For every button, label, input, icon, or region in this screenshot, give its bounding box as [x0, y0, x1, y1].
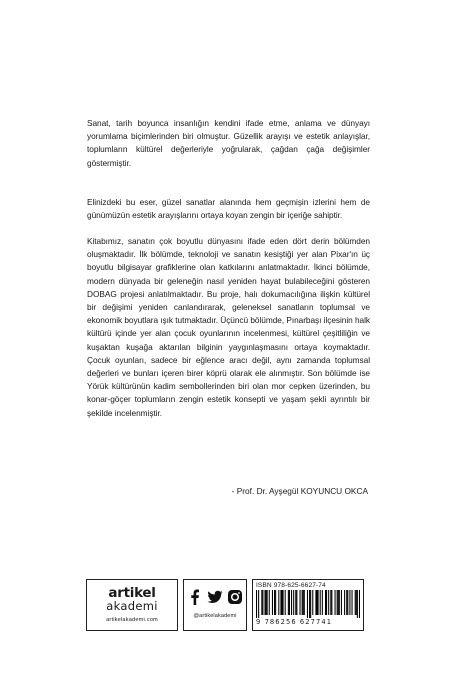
- barcode-number: 9 786256 627741: [256, 618, 333, 626]
- barcode-bar: [335, 590, 336, 615]
- social-handle: @artikelakademi: [193, 613, 237, 619]
- barcode-bar: [291, 590, 292, 615]
- barcode-bar: [275, 590, 276, 615]
- twitter-icon: [207, 589, 223, 605]
- barcode-bar: [300, 590, 301, 615]
- barcode-bar: [281, 590, 282, 615]
- barcode-bar: [331, 590, 332, 615]
- barcode-bar: [344, 590, 345, 615]
- back-cover-paragraph-3: Kitabımız, sanatın çok boyutlu dünyasını ifade eden dört derin bölümden oluşmaktadır. İlk bölümde, teknoloji ve sanatın kesiştiği yer alan Pixar'ın üç boyutlu bilgisayar grafiklerine olan katkılarını anlatmaktadır. İkinci bölümde, modern dünyada bir geleneğin nasıl yeniden hayat bulabileceğini gösteren DOBAG projesi anlatılmaktadır. Bu proje, halı dokumacılığına ilişkin kültürel bir değişimi yeniden canlandırarak, geleneksel sanatların toplumsal ve ekonomik boyutlara ışık tutmaktadır. Üçüncü bölümde, Pınarbaşı ilçesinin halk kültürü içinde yer alan çocuk oyunlarının incelenmesi, kültürel çeşitliliğin ve kuşaktan kuşağa aktarılan bilginin yaygınlaşmasını ortaya koymaktadır. Çocuk oyunları, sadece bir eğlence aracı değil, aynı zamanda toplumsal değerleri ve bunları içeren birer köprü olarak ele alınmıştır. Son bölümde ise Yörük kültürünün kadim sembollerinden biri olan mor cepken üzerinden, bu konar-göçer toplumların zengin estetik konsepti ve yaşam şekli ayrıntılı bir şekilde incelenmiştir.: [87, 236, 370, 418]
- barcode-bar: [285, 590, 286, 615]
- social-media-box: [183, 579, 247, 631]
- barcode-bar: [262, 590, 263, 615]
- barcode-bar: [302, 590, 303, 615]
- barcode-bar: [349, 590, 350, 615]
- barcode-bar: [346, 590, 347, 615]
- barcode-bar: [320, 590, 321, 615]
- barcode-bar: [339, 590, 340, 615]
- barcode-bar: [328, 590, 329, 615]
- barcode-bar: [278, 590, 279, 615]
- barcode-bar: [326, 590, 327, 615]
- publisher-logo-bottom: akademi: [106, 599, 158, 613]
- barcode-bar: [355, 590, 356, 615]
- back-cover-paragraph-2: Elinizdeki bu eser, güzel sanatlar alanında hem geçmişin izlerini hem de günümüzün estetik arayışlarını ortaya koyan zengin bir içeriğe sahiptir.: [87, 197, 370, 221]
- barcode-bar: [258, 590, 259, 618]
- barcode-bar: [256, 590, 257, 618]
- barcode-bar: [288, 590, 289, 615]
- isbn-label: ISBN 978-625-6627-74: [256, 582, 326, 589]
- barcode-bar: [283, 590, 284, 615]
- barcode-bar: [309, 590, 310, 618]
- barcode-bar: [352, 590, 353, 615]
- barcode-bar: [315, 590, 316, 615]
- publisher-url: artikelakademi.com: [106, 617, 158, 623]
- barcode-bar: [312, 590, 313, 615]
- barcode-bar: [357, 590, 358, 618]
- barcode-bar: [330, 590, 331, 615]
- author-signature: - Prof. Dr. Ayşegül KOYUNCU OKCA: [231, 486, 368, 496]
- barcode-bar: [272, 590, 273, 615]
- barcode-bar: [267, 590, 268, 615]
- barcode-bar: [316, 590, 317, 615]
- barcode-bar: [322, 590, 323, 615]
- barcode-bar: [359, 590, 360, 618]
- barcode-bar: [296, 590, 297, 615]
- barcode-bar: [356, 590, 357, 615]
- barcode-bar: [318, 590, 319, 615]
- barcode-image: [256, 590, 360, 618]
- barcode-bar: [337, 590, 338, 615]
- barcode-bar: [295, 590, 296, 615]
- barcode-bar: [310, 590, 311, 618]
- barcode-bar: [303, 590, 304, 615]
- barcode-bar: [269, 590, 270, 615]
- barcode-bar: [293, 590, 294, 615]
- isbn-barcode-box: [252, 579, 364, 631]
- barcode-bar: [325, 590, 326, 615]
- barcode-bar: [304, 590, 305, 615]
- barcode-bar: [338, 590, 339, 615]
- back-cover-paragraph-1: Sanat, tarih boyunca insanlığın kendini ifade etme, anlama ve dünyayı yorumlama biçimlerinden biri olmuştur. Güzellik arayışı ve estetik anlayışlar, toplumların kültürel değerleriyle yoğrularak, çağdan çağa değişimler göstermiştir.: [87, 118, 370, 168]
- barcode-bar: [289, 590, 290, 615]
- instagram-icon: [227, 589, 243, 605]
- barcode-bar: [307, 590, 308, 618]
- publisher-logo-top: artikel: [108, 585, 156, 601]
- barcode-bar: [264, 590, 265, 615]
- barcode-bar: [266, 590, 267, 615]
- back-cover-footer: [86, 579, 369, 631]
- barcode-bar: [274, 590, 275, 615]
- barcode-bar: [261, 590, 262, 615]
- barcode-bar: [341, 590, 342, 615]
- social-icons: [187, 589, 243, 605]
- barcode-bar: [347, 590, 348, 615]
- barcode-bar: [280, 590, 281, 615]
- facebook-icon: [187, 589, 203, 605]
- publisher-logo-box: [86, 579, 178, 631]
